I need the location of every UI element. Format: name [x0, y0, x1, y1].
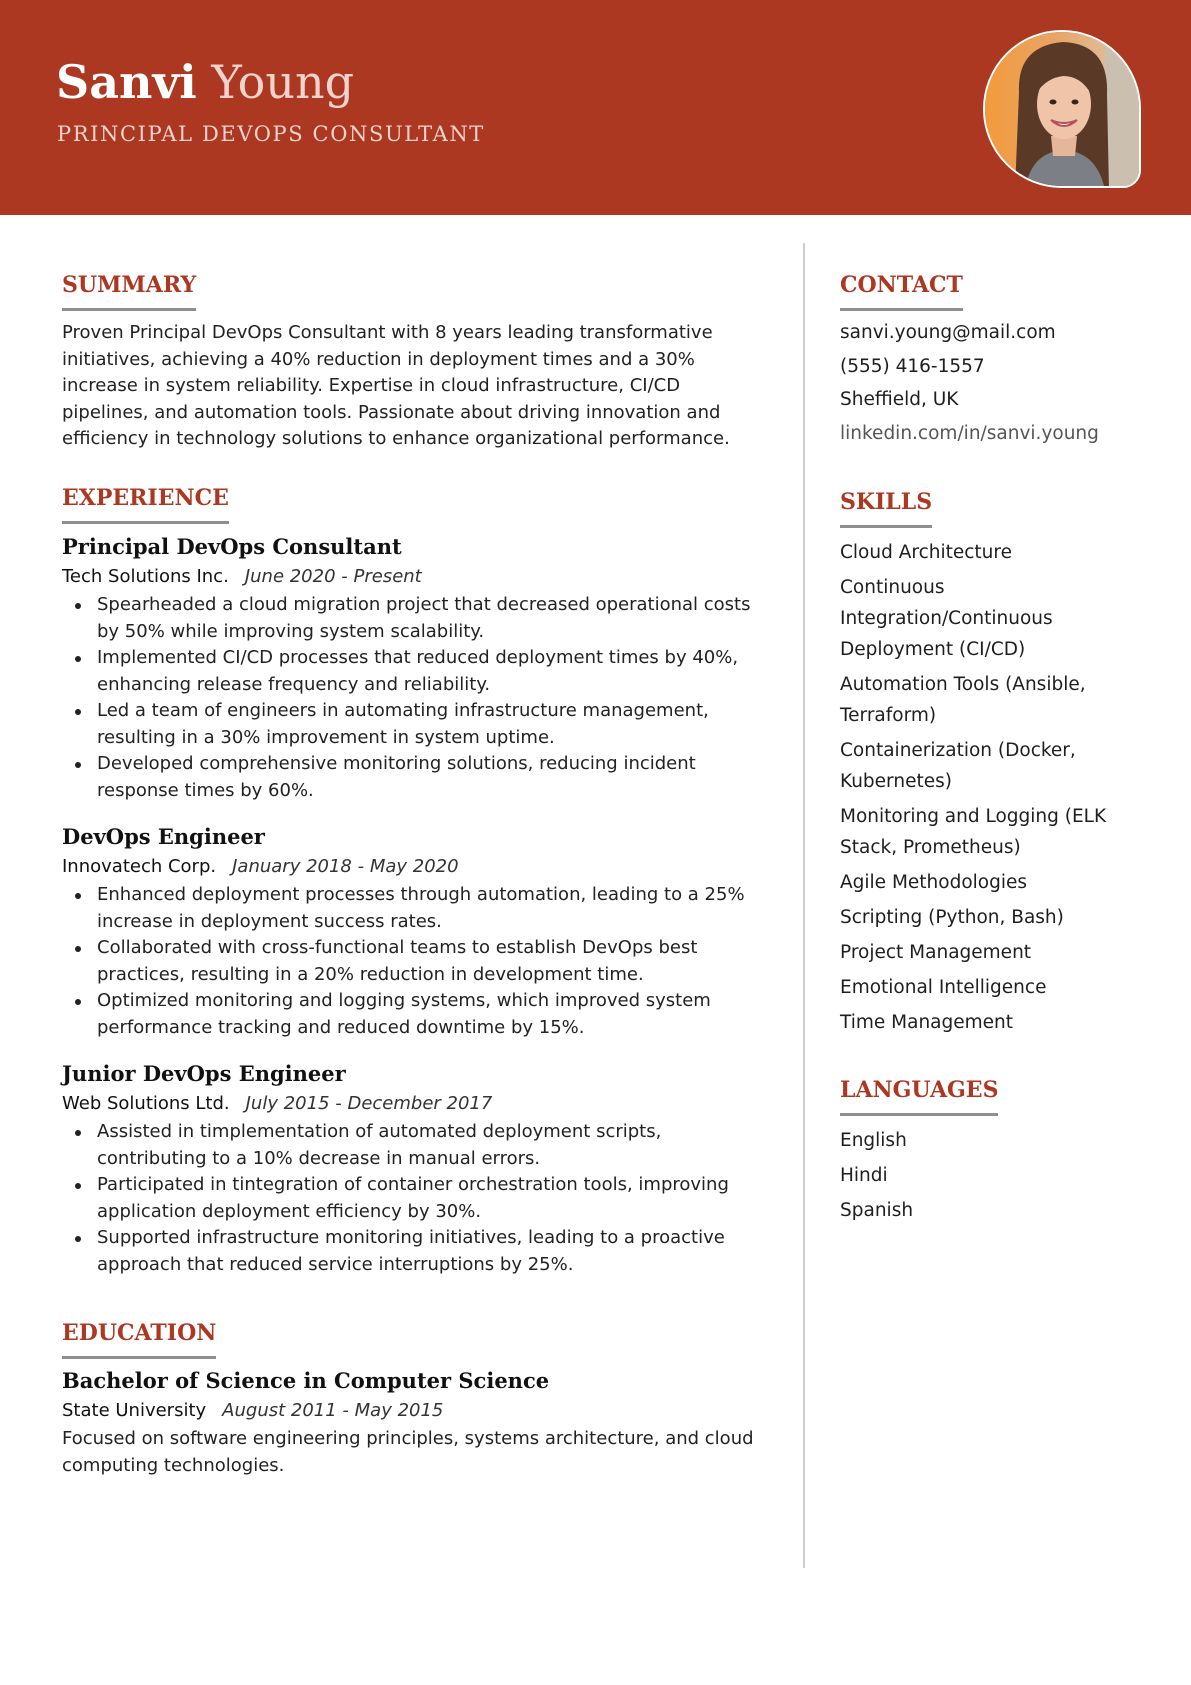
job-dates: July 2015 - December 2017 — [245, 1093, 493, 1114]
profile-photo — [983, 30, 1141, 188]
language-item: Spanish — [840, 1200, 914, 1221]
skill-item: Automation Tools (Ansible, Terraform) — [840, 674, 1086, 726]
education-meta — [62, 1397, 772, 1425]
bullet-item: Enhanced deployment processes through automation, leading to a 25% increase in deployment success rates. — [62, 882, 772, 935]
job-meta — [62, 1090, 772, 1118]
job-role: DevOps Engineer — [62, 824, 265, 849]
job-bullets — [62, 592, 772, 804]
job-dates: June 2020 - Present — [244, 566, 422, 587]
skill-item: Agile Methodologies — [840, 872, 1028, 893]
job-title: PRINCIPAL DEVOPS CONSULTANT — [57, 122, 485, 146]
job-bullets — [62, 882, 772, 1041]
contact-phone[interactable]: (555) 416-1557 — [840, 356, 985, 377]
language-item: Hindi — [840, 1165, 888, 1186]
candidate-name — [56, 52, 354, 112]
skills-heading: SKILLS — [840, 489, 933, 515]
job-role: Junior DevOps Engineer — [62, 1061, 346, 1086]
bullet-item: Optimized monitoring and logging systems, which improved system performance tracking and reduced downtime by 15%. — [62, 988, 772, 1041]
bullet-item: Participated in tintegration of container orchestration tools, improving application deployment efficiency by 30%. — [62, 1172, 772, 1225]
last-name: Young — [211, 55, 355, 109]
education-description: Focused on software engineering principles, systems architecture, and cloud computing technologies. — [62, 1428, 754, 1476]
summary-heading: SUMMARY — [62, 272, 197, 298]
contact-email[interactable]: sanvi.young@mail.com — [840, 322, 1056, 343]
contact-linkedin[interactable]: linkedin.com/in/sanvi.young — [840, 423, 1099, 444]
bullet-item: Supported infrastructure monitoring initiatives, leading to a proactive approach that reduced service interruptions by 25%. — [62, 1225, 772, 1278]
experience-heading: EXPERIENCE — [62, 485, 229, 511]
bullet-item: Led a team of engineers in automating infrastructure management, resulting in a 30% improvement in system uptime. — [62, 698, 772, 751]
job-meta — [62, 563, 772, 591]
languages-heading: LANGUAGES — [840, 1077, 999, 1103]
skill-item: Monitoring and Logging (ELK Stack, Prometheus) — [840, 806, 1107, 858]
job-role: Principal DevOps Consultant — [62, 534, 402, 559]
bullet-item: Spearheaded a cloud migration project that decreased operational costs by 50% while improving system scalability. — [62, 592, 772, 645]
job-entry — [62, 532, 772, 804]
bullet-item: Implemented CI/CD processes that reduced deployment times by 40%, enhancing release frequency and reliability. — [62, 645, 772, 698]
education-dates: August 2011 - May 2015 — [222, 1400, 444, 1421]
job-entry — [62, 822, 772, 1041]
skill-item: Time Management — [840, 1012, 1014, 1033]
bullet-item: Assisted in timplementation of automated deployment scripts, contributing to a 10% decrease in manual errors. — [62, 1119, 772, 1172]
portrait-image — [985, 32, 1141, 188]
contact-heading: CONTACT — [840, 272, 963, 298]
job-bullets — [62, 1119, 772, 1278]
bullet-item: Collaborated with cross-functional teams to establish DevOps best practices, resulting in a 20% reduction in development time. — [62, 935, 772, 988]
degree-title: Bachelor of Science in Computer Science — [62, 1368, 550, 1393]
education-entry — [62, 1366, 772, 1479]
school-name: State University — [62, 1400, 207, 1421]
skill-item: Emotional Intelligence — [840, 977, 1047, 998]
company-name: Tech Solutions Inc. — [62, 566, 229, 587]
languages-list — [840, 1125, 1140, 1230]
education-heading: EDUCATION — [62, 1320, 217, 1346]
language-item: English — [840, 1130, 907, 1151]
skill-item: Containerization (Docker, Kubernetes) — [840, 740, 1076, 792]
job-dates: January 2018 - May 2020 — [232, 856, 459, 877]
company-name: Web Solutions Ltd. — [62, 1093, 230, 1114]
job-entry — [62, 1059, 772, 1278]
company-name: Innovatech Corp. — [62, 856, 217, 877]
skill-item: Continuous Integration/Continuous Deployment (CI/CD) — [840, 577, 1053, 660]
contact-location: Sheffield, UK — [840, 389, 959, 410]
column-divider — [803, 243, 805, 1568]
skill-item: Scripting (Python, Bash) — [840, 907, 1064, 928]
header-banner — [0, 0, 1191, 215]
first-name: Sanvi — [56, 55, 197, 109]
skill-item: Cloud Architecture — [840, 542, 1012, 563]
summary-text: Proven Principal DevOps Consultant with 8 years leading transformative initiatives, achieving a 40% reduction in deployment times and a 30% increase in system reliability. Expertise in cloud infrastructure, CI/CD pipelines, and automation tools. Passionate about driving innovation and efficiency in technology solutions to enhance organizational performance. — [62, 322, 730, 449]
job-meta — [62, 853, 772, 881]
skill-item: Project Management — [840, 942, 1032, 963]
skills-list — [840, 537, 1140, 1042]
bullet-item: Developed comprehensive monitoring solutions, reducing incident response times by 60%. — [62, 751, 772, 804]
